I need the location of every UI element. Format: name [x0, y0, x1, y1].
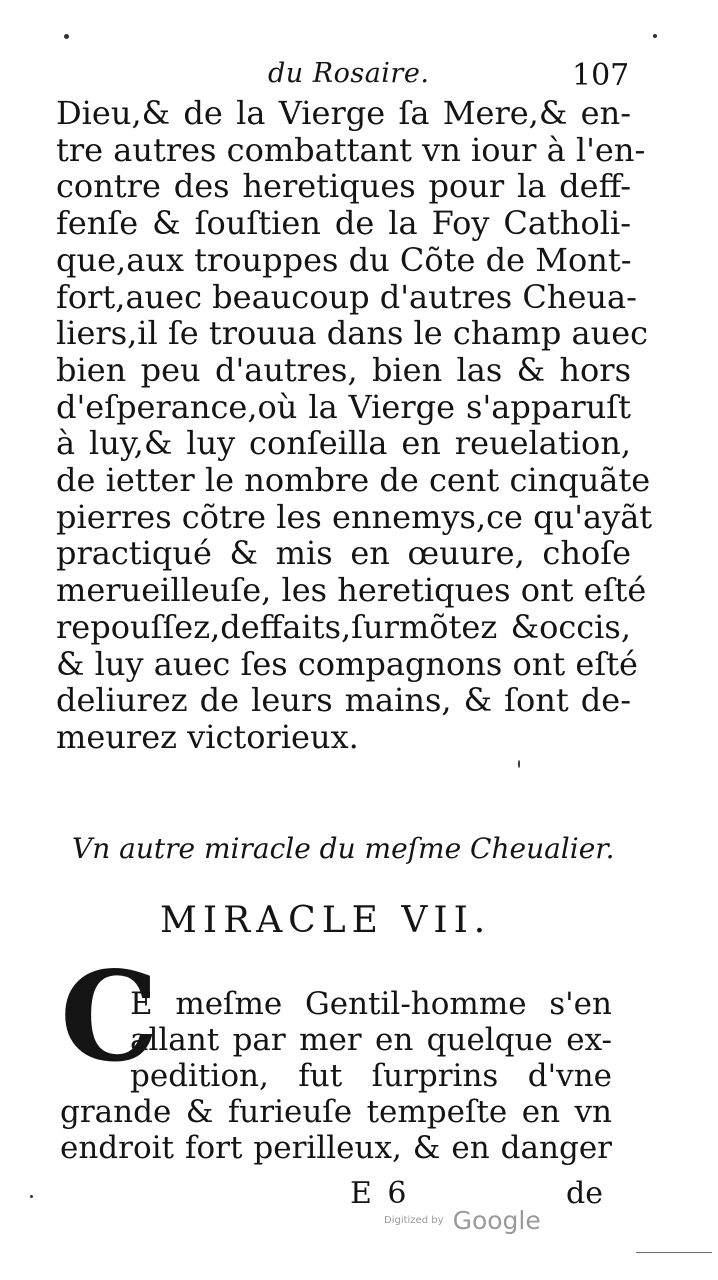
- text-line: contre des heretiques pour la deff-: [56, 167, 631, 206]
- section-heading: MIRACLE VII.: [160, 900, 492, 941]
- text-line: grande & furieuſe tempeſte en vn: [60, 1094, 612, 1130]
- text-line: que,aux trouppes du Cõte de Mont-: [56, 240, 632, 279]
- body-paragraph: [56, 94, 653, 756]
- text-line: repouſſez,deffaits,ſurmõtez &occis,: [56, 607, 631, 646]
- text-line: de ietter le nombre de cent cinquãte: [56, 461, 651, 500]
- text-line: allant par mer en quelque ex-: [130, 1022, 612, 1058]
- text-line: & luy auec ſes compagnons ont eſté: [56, 644, 638, 683]
- scan-speck: [30, 1195, 33, 1198]
- scan-speck: [64, 34, 69, 39]
- scan-speck: [653, 34, 657, 38]
- text-line: pierres cõtre les ennemys,ce qu'ayãt: [56, 497, 653, 536]
- text-line: endroit fort perilleux, & en danger: [60, 1130, 612, 1166]
- text-line: fort,auec beaucoup d'autres Cheua-: [56, 277, 637, 316]
- page-number: 107: [572, 58, 630, 93]
- text-line: liers,il ſe trouua dans le champ auec: [56, 314, 649, 353]
- scan-speck: [518, 760, 520, 768]
- text-line: pedition, fut ſurprins d'vne: [130, 1058, 612, 1094]
- text-line: Dieu,& de la Vierge ſa Mere,& en-: [56, 94, 631, 132]
- text-line: deliurez de leurs mains, & ſont de-: [56, 681, 631, 720]
- watermark-brand: Google: [452, 1206, 541, 1235]
- text-line: bien peu d'autres, bien las & hors: [56, 350, 631, 389]
- scan-edge-rule: [636, 1252, 712, 1253]
- section-paragraph: [60, 986, 612, 1166]
- watermark-prefix: Digitized by: [384, 1215, 444, 1226]
- text-line: E meſme Gentil-homme s'en: [130, 986, 612, 1022]
- text-line: fenſe & ſouſtien de la Foy Catholi-: [56, 204, 631, 243]
- text-line: merueilleuſe, les heretiques ont eſté: [56, 571, 647, 610]
- catchword: de: [566, 1176, 603, 1211]
- text-line: d'eſperance,où la Vierge s'apparuſt: [56, 387, 631, 426]
- running-head: du Rosaire.: [268, 58, 430, 89]
- text-line: meurez victorieux.: [56, 717, 359, 756]
- section-caption: Vn autre miracle du meſme Cheualier.: [72, 832, 615, 865]
- digitization-watermark: [384, 1206, 541, 1235]
- text-line: practiqué & mis en œuure, choſe: [56, 534, 631, 573]
- signature-mark: E 6: [350, 1176, 407, 1211]
- text-line: tre autres combattant vn iour à l'en-: [56, 130, 646, 169]
- text-line: à luy,& luy conſeilla en reuelation,: [56, 424, 631, 463]
- drop-cap: C: [60, 945, 159, 1090]
